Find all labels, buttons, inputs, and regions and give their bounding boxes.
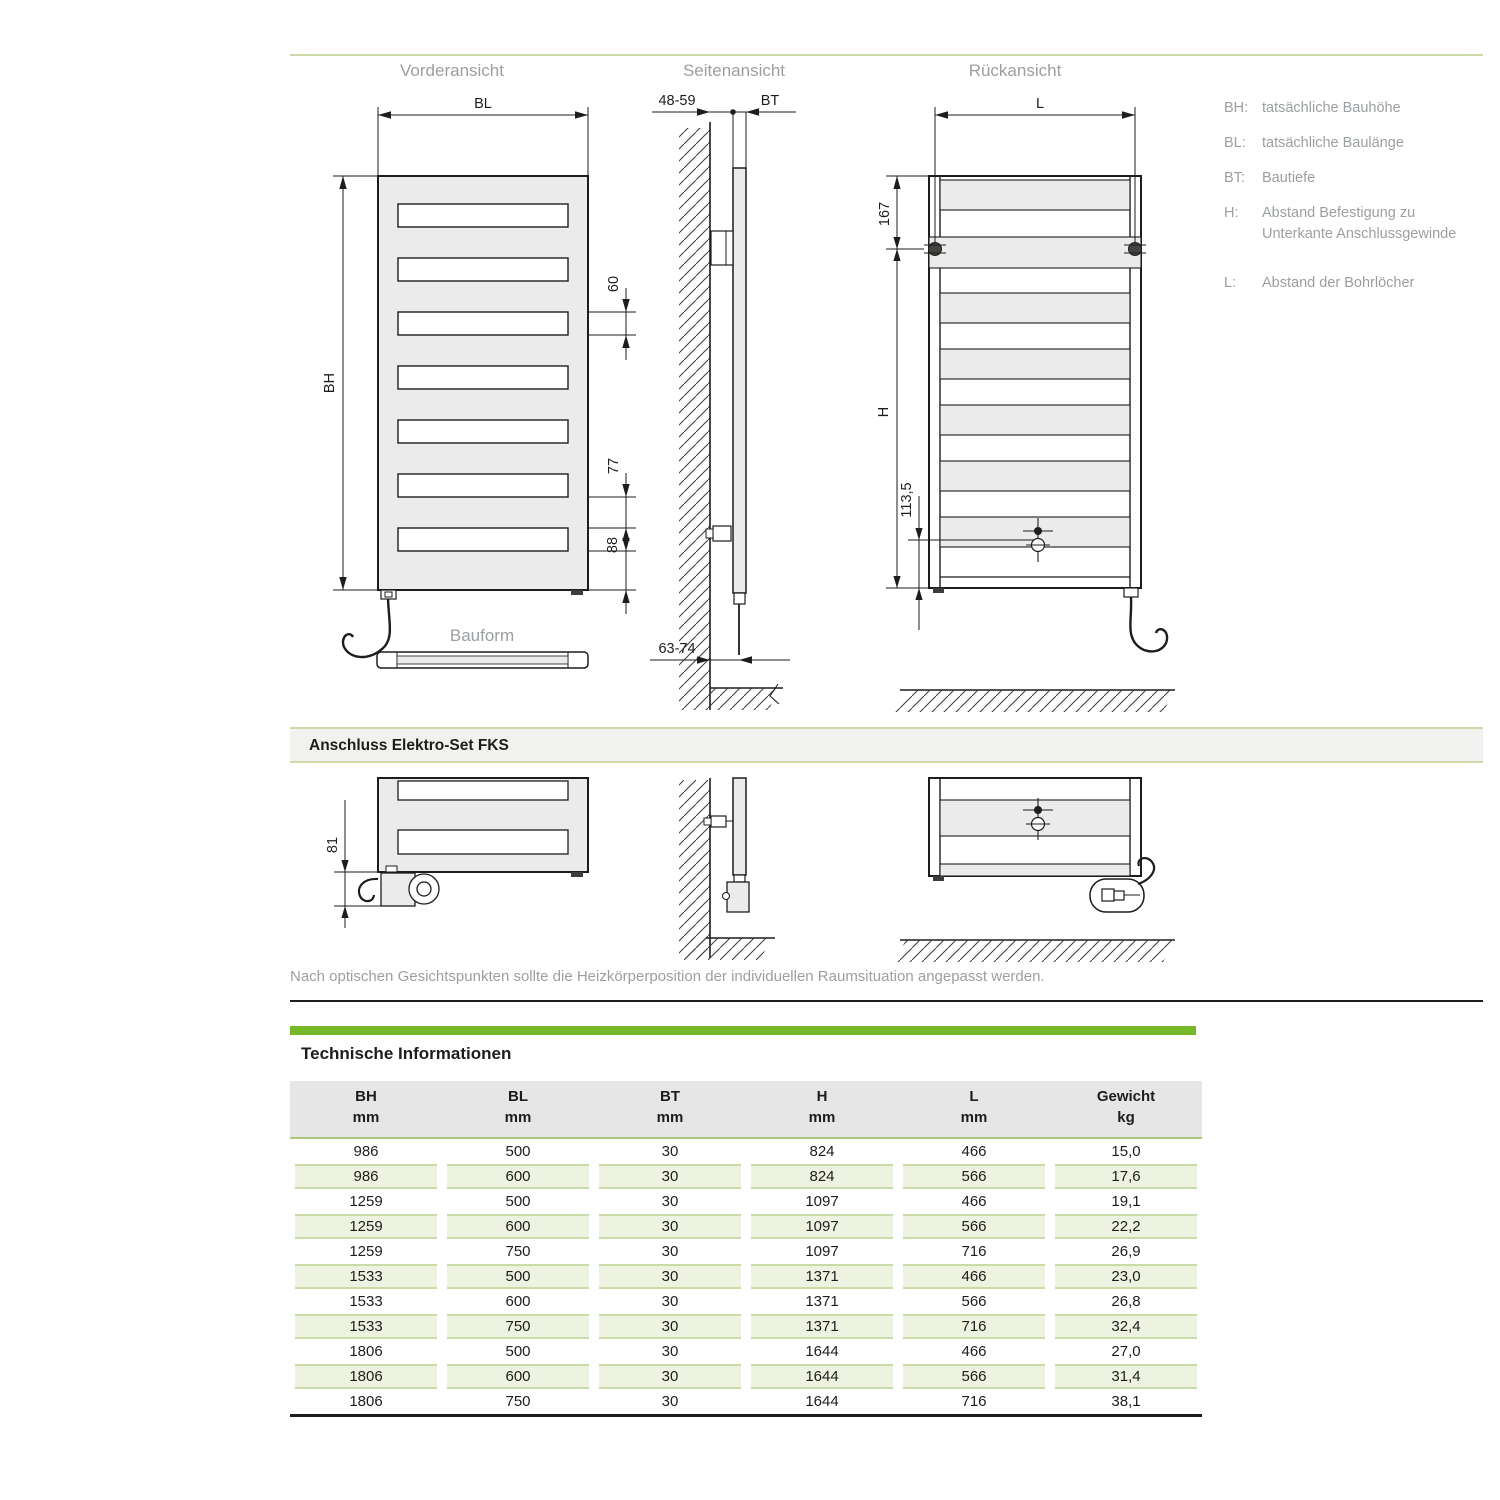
legend-key-h: H: [1224,205,1239,221]
table-cell: 500 [447,1264,589,1289]
table-cell: 1259 [349,1243,383,1260]
legend-key-bt: BT: [1224,170,1245,186]
col-label: BT [660,1088,680,1105]
table-cell: 30 [661,1243,679,1260]
accent-green-bar [290,1026,1196,1035]
wall-bracket-side [711,231,733,265]
legend-text-h-line1: Abstand Befestigung zu [1262,205,1416,221]
table-row [290,1164,1202,1189]
table-header-bh [290,1087,442,1129]
legend-text-h [1262,203,1456,245]
table-cell: 17,6 [1055,1164,1197,1189]
elektro-set-title: Anschluss Elektro-Set FKS [309,737,509,754]
table-cell: 1644 [805,1393,839,1410]
table-cell: 30 [599,1314,741,1339]
table-header-row [290,1081,1202,1139]
table-cell: 1371 [805,1293,839,1310]
table-cell: 38,1 [1111,1393,1141,1410]
col-unit: mm [808,1109,836,1126]
legend-text-h-line2: Unterkante Anschlussgewinde [1262,226,1457,242]
table-row [290,1239,1202,1264]
legend-key-bl: BL: [1224,135,1246,151]
table-cell: 750 [505,1393,531,1410]
radiator-side-body [733,168,746,593]
table-cell: 500 [505,1193,531,1210]
table-title: Technische Informationen [301,1044,512,1063]
power-cable [343,599,390,657]
dim-label-bh: BH [322,372,338,394]
col-label: BH [355,1088,377,1105]
table-row [290,1264,1202,1289]
rear-view-drawing [886,107,1175,712]
dim-label-113-5: 113,5 [899,482,915,518]
table-cell: 716 [961,1243,987,1260]
table-cell: 716 [961,1393,987,1410]
table-row [290,1314,1202,1339]
table-cell: 22,2 [1055,1214,1197,1239]
table-cell: 30 [661,1143,679,1160]
dim-label-88: 88 [605,536,621,554]
table-cell: 30 [599,1264,741,1289]
table-cell: 566 [903,1364,1045,1389]
table-cell: 30 [599,1364,741,1389]
table-cell: 466 [903,1264,1045,1289]
table-cell: 1259 [349,1193,383,1210]
table-cell: 30 [599,1164,741,1189]
table-cell: 30 [661,1393,679,1410]
table-cell: 31,4 [1055,1364,1197,1389]
dim-label-bt: BT [760,93,780,109]
col-label: BL [508,1088,528,1105]
table-cell: 466 [961,1193,987,1210]
table-cell: 1806 [349,1393,383,1410]
dim-label-h: H [876,406,892,418]
technical-data-table [290,1081,1202,1417]
table-cell: 600 [447,1214,589,1239]
table-cell: 30 [599,1214,741,1239]
table-row [290,1364,1202,1389]
table-row [290,1139,1202,1164]
legend-text-l: Abstand der Bohrlöcher [1262,275,1415,291]
table-cell: 1806 [349,1343,383,1360]
legend-text-bh: tatsächliche Bauhöhe [1262,100,1401,116]
table-cell: 1097 [751,1214,893,1239]
positioning-note: Nach optischen Gesichtspunkten sollte die Heizkörperposition der individuellen Raumsituation angepasst werden. [290,968,1045,985]
table-cell: 1533 [349,1293,383,1310]
dim-label-l: L [1035,96,1045,112]
table-cell: 23,0 [1055,1264,1197,1289]
table-row [290,1389,1202,1414]
table-cell: 30 [661,1293,679,1310]
col-label: H [816,1088,828,1105]
legend-item-h [1224,203,1474,245]
table-header-h [746,1087,898,1129]
table-cell: 600 [505,1293,531,1310]
valve-side [713,526,731,541]
front-view-title: Vorderansicht [400,61,504,80]
table-cell: 19,1 [1111,1193,1141,1210]
side-view-drawing [650,108,796,710]
table-cell: 26,9 [1111,1243,1141,1260]
fks-cable-front [359,879,378,901]
table-row [290,1289,1202,1314]
front-view-drawing [333,107,636,668]
dim-label-floor-gap: 63-74 [658,641,696,657]
table-cell: 466 [961,1343,987,1360]
fks-control-unit-front [381,873,439,906]
fks-valve-side [711,816,726,827]
dim-label-60: 60 [606,275,622,293]
rear-view-title: Rückansicht [968,61,1062,80]
table-cell: 600 [447,1364,589,1389]
side-view-title: Seitenansicht [682,61,786,80]
fks-front-drawing [334,778,588,928]
fks-control-unit-side [723,882,750,912]
technical-drawing-fks [290,765,1200,970]
section-divider-line [290,1000,1483,1002]
table-cell: 30 [661,1193,679,1210]
legend-key-l: L: [1224,275,1237,291]
table-cell: 986 [353,1143,379,1160]
table-cell: 750 [505,1243,531,1260]
dim-label-wall-gap: 48-59 [658,93,696,109]
table-cell: 32,4 [1055,1314,1197,1339]
table-cell: 986 [295,1164,437,1189]
col-unit: mm [352,1109,380,1126]
bauform-label: Bauform [449,626,515,645]
dim-label-167: 167 [877,201,893,227]
table-row [290,1339,1202,1364]
fks-side-drawing [679,778,775,960]
table-cell: 750 [447,1314,589,1339]
table-header-bl [442,1087,594,1129]
table-cell: 824 [751,1164,893,1189]
col-label: Gewicht [1096,1088,1156,1105]
table-cell: 1097 [805,1243,839,1260]
dimension-legend [1224,98,1474,308]
table-cell: 824 [809,1143,835,1160]
col-unit: mm [656,1109,684,1126]
table-header-l [898,1087,1050,1129]
table-cell: 600 [447,1164,589,1189]
table-cell: 566 [903,1164,1045,1189]
col-label: L [969,1088,979,1105]
technical-drawing-top [290,85,1200,715]
bauform-profile [377,652,588,668]
dim-label-77: 77 [606,457,622,475]
table-cell: 1806 [295,1364,437,1389]
table-cell: 716 [903,1314,1045,1339]
legend-item-bh [1224,98,1474,119]
legend-text-bl: tatsächliche Baulänge [1262,135,1404,151]
table-cell: 1371 [751,1314,893,1339]
table-row [290,1189,1202,1214]
table-cell: 500 [505,1143,531,1160]
dim-label-bl: BL [474,96,492,112]
table-cell: 1097 [805,1193,839,1210]
fks-rear-drawing [894,778,1175,962]
legend-item-l [1224,273,1474,294]
table-header-gewicht [1050,1087,1202,1129]
top-divider-line [290,54,1483,56]
table-cell: 1644 [805,1343,839,1360]
col-unit: kg [1117,1109,1135,1126]
table-row [290,1214,1202,1239]
legend-item-bl [1224,133,1474,154]
table-cell: 15,0 [1111,1143,1141,1160]
col-unit: mm [960,1109,988,1126]
table-cell: 500 [505,1343,531,1360]
table-cell: 1644 [751,1364,893,1389]
table-cell: 466 [961,1143,987,1160]
legend-text-bt: Bautiefe [1262,170,1316,186]
table-cell: 1371 [751,1264,893,1289]
dim-label-81: 81 [325,836,341,854]
legend-item-bt [1224,168,1474,189]
table-cell: 30 [661,1343,679,1360]
table-header-bt [594,1087,746,1129]
power-cable-rear [1130,597,1167,651]
legend-key-bh: BH: [1224,100,1249,116]
table-cell: 1533 [295,1314,437,1339]
table-cell: 566 [903,1214,1045,1239]
table-cell: 566 [961,1293,987,1310]
table-cell: 1259 [295,1214,437,1239]
table-cell: 27,0 [1111,1343,1141,1360]
elektro-set-banner [290,727,1483,763]
col-unit: mm [504,1109,532,1126]
table-cell: 26,8 [1111,1293,1141,1310]
table-cell: 1533 [295,1264,437,1289]
